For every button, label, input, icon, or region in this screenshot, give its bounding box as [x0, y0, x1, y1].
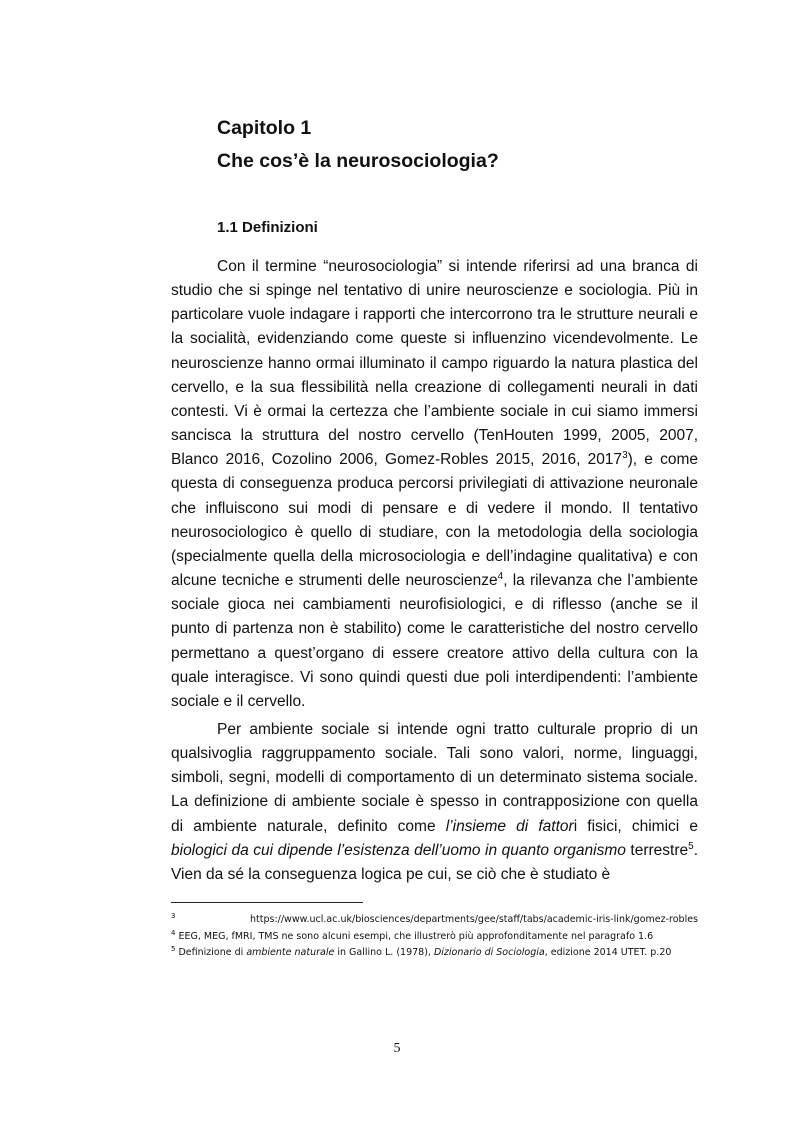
footnote-italic: Dizionario di Sociologia: [433, 947, 545, 958]
footnote-marker: 5: [171, 944, 176, 953]
paragraph-text: Per ambiente sociale si intende ogni tratto culturale proprio di un qualsivoglia raggruppamento sociale. Tali sono valori, norme, linguaggi, simboli, segni, modelli di comportamento di un determinato sistema sociale. La definizione di ambiente sociale è spesso in contrapposizione con quella di ambiente naturale, definito come: [171, 721, 698, 835]
page-number: 5: [393, 1041, 401, 1056]
footnote-text: , edizione 2014 UTET. p.20: [544, 947, 672, 958]
footnote-3: [171, 912, 698, 929]
italic-quote: biologici da cui dipende l’esistenza dell’uomo in quanto organismo: [171, 841, 626, 859]
paragraph-text: , la rilevanza che l’ambiente sociale gioca nei cambiamenti neurofisiologici, e di riflesso (anche se il punto di partenza non è stabilito) come le caratteristiche del nostro cervello permettano a quest’organo di essere creatore attivo della cultura con la quale interagisce. Vi sono quindi questi due poli interdipendenti: l’ambiente sociale e il cervello.: [171, 572, 698, 710]
footnote-reference[interactable]: 5: [688, 840, 694, 852]
footnote-text: EEG, MEG, fMRI, TMS ne sono alcuni esempi, che illustrerò più approfonditamente nel paragrafo 1.6: [175, 930, 654, 942]
chapter-title: Che cos’è la neurosociologia?: [217, 150, 499, 172]
body-paragraph: [171, 255, 698, 714]
section-heading: 1.1 Definizioni: [217, 219, 318, 236]
footnote-italic: ambiente naturale: [246, 947, 335, 958]
footnote-5: [171, 945, 698, 962]
footnote-marker: 3: [171, 911, 176, 920]
paragraph-text: Con il termine “neurosociologia” si intende riferirsi ad una branca di studio che si spinge nel tentativo di unire neuroscienze e sociologia. Più in particolare vuole indagare i rapporti che intercorrono tra le strutture neurali e la socialità, evidenziando come queste si influenzino vicendevolmente. Le neuroscienze hanno ormai illuminato il campo riguardo la natura plastica del cervello, e la sua flessibilità nella creazione di collegamenti neurali in dati contesti. Vi è ormai la certezza che l’ambiente sociale in cui siamo immersi sancisca la struttura del nostro cervello (TenHouten 1999, 2005, 2007, Blanco 2016, Cozolino 2006, Gomez-Robles 2015, 2016, 2017: [171, 258, 698, 469]
footnote-link[interactable]: https://www.ucl.ac.uk/biosciences/departments/gee/staff/tabs/academic-iris-link/gomez-robles: [250, 914, 698, 925]
paragraph-text: i fisici, chimici e: [573, 817, 698, 835]
footnote-reference[interactable]: 4: [497, 570, 504, 582]
chapter-number: Capitolo 1: [217, 117, 312, 139]
footnote-separator: [171, 902, 363, 903]
footnote-reference[interactable]: 3: [622, 450, 628, 462]
footnotes: [171, 912, 698, 962]
footnote-text: in Gallino L. (1978),: [334, 947, 434, 958]
footnote-text: Definizione di: [175, 947, 247, 958]
body-paragraph: [171, 718, 698, 887]
italic-quote: l’insieme di fattor: [445, 817, 574, 835]
footnote-4: [171, 929, 698, 946]
paragraph-text: terrestre: [625, 841, 689, 859]
footnote-marker: 4: [171, 928, 176, 937]
paragraph-text: ), e come questa di conseguenza produca percorsi privilegiati di attivazione neuronale che influiscono sui modi di pensare e di vedere il mondo. Il tentativo neurosociologico è quello di studiare, con la metodologia della sociologia (specialmente quella della microsociologia e dell’indagine qualitativa) e con alcune tecniche e strumenti delle neuroscienze: [171, 451, 698, 590]
paragraph-text: . Vien da sé la conseguenza logica pe cui, se ciò che è studiato è: [171, 841, 699, 883]
